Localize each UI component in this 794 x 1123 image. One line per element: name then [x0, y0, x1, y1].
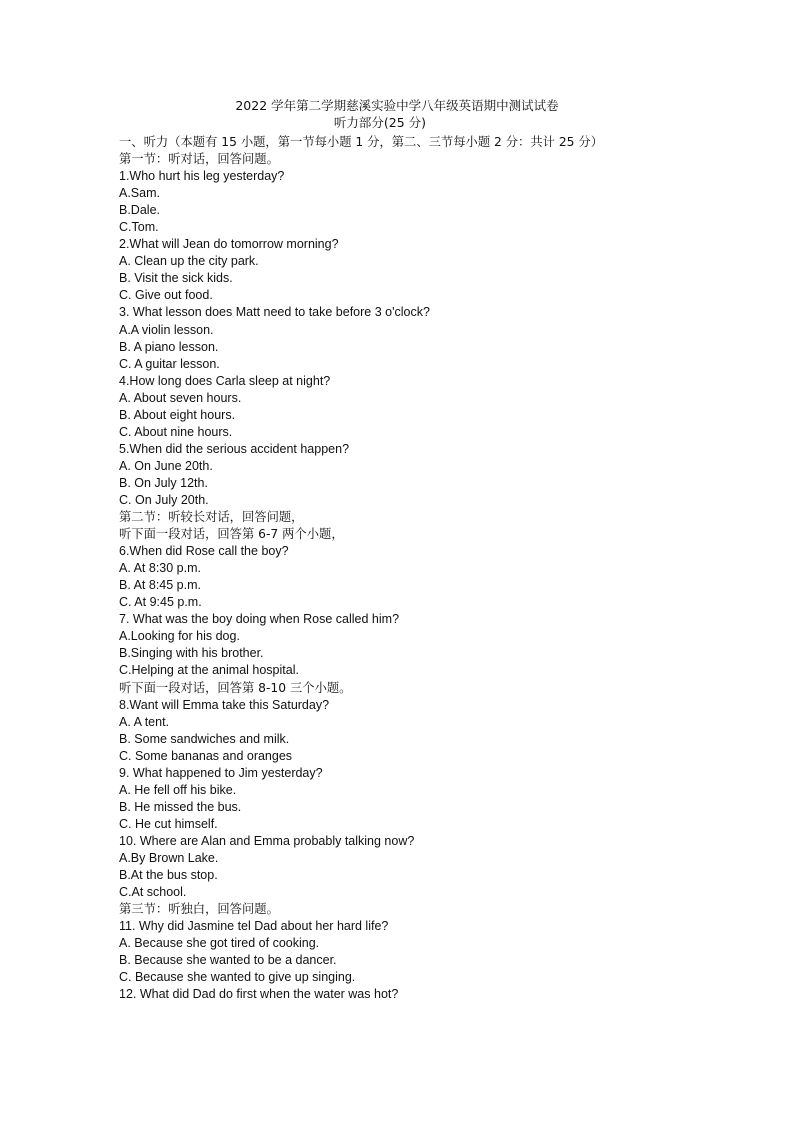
answer-option: B. A piano lesson. [119, 339, 219, 354]
answer-option: B. Because she wanted to be a dancer. [119, 953, 337, 968]
answer-option: B. On July 12th. [119, 475, 208, 490]
question-text: 3. What lesson does Matt need to take before 3 o'clock? [119, 305, 430, 320]
question-text: 12. What did Dad do first when the water was hot? [119, 987, 399, 1002]
question-text: 10. Where are Alan and Emma probably talking now? [119, 833, 415, 848]
answer-option: B. Some sandwiches and milk. [119, 731, 290, 746]
question-text: 1.Who hurt his leg yesterday? [119, 169, 285, 184]
answer-option: C. At 9:45 p.m. [119, 595, 202, 610]
answer-option: A. He fell off his bike. [119, 782, 237, 797]
answer-option: C.At school. [119, 885, 187, 900]
answer-option: B. Visit the sick kids. [119, 271, 233, 286]
section-instruction: 听下面一段对话，回答第 8-10 三个小题。 [119, 680, 352, 695]
answer-option: A.Sam. [119, 186, 160, 201]
answer-option: A. About seven hours. [119, 390, 242, 405]
question-text: 11. Why did Jasmine tel Dad about her hard life? [119, 919, 389, 934]
answer-option: A.By Brown Lake. [119, 850, 219, 865]
answer-option: C. He cut himself. [119, 816, 218, 831]
section-instruction: 一、听力（本题有 15 小题，第一节每小题 1 分，第二、三节每小题 2 分：共计 25 分） [119, 135, 604, 149]
question-text: 6.When did Rose call the boy? [119, 544, 289, 559]
answer-option: C. Give out food. [119, 288, 213, 303]
question-text: 7. What was the boy doing when Rose called him? [119, 612, 400, 627]
answer-option: A. Because she got tired of cooking. [119, 936, 320, 951]
question-text: 4.How long does Carla sleep at night? [119, 373, 331, 388]
answer-option: A. A tent. [119, 714, 170, 729]
question-text: 5.When did the serious accident happen? [119, 441, 350, 456]
answer-option: B.Singing with his brother. [119, 646, 264, 661]
answer-option: C.Helping at the animal hospital. [119, 663, 299, 678]
answer-option: B.At the bus stop. [119, 868, 218, 883]
answer-option: C. Because she wanted to give up singing. [119, 970, 356, 985]
answer-option: B. At 8:45 p.m. [119, 578, 201, 593]
answer-option: A.Looking for his dog. [119, 629, 240, 644]
answer-option: C. Some bananas and oranges [119, 748, 293, 763]
section-instruction: 听下面一段对话，回答第 6-7 两个小题， [119, 527, 344, 542]
answer-option: C.Tom. [119, 220, 159, 235]
exam-title: 2022 学年第二学期慈溪实验中学八年级英语期中测试试卷 [235, 98, 559, 113]
section-instruction: 第一节：听对话，回答问题。 [119, 152, 279, 167]
question-list [119, 134, 769, 1003]
question-text: 8.Want will Emma take this Saturday? [119, 697, 330, 712]
answer-option: B.Dale. [119, 203, 160, 218]
question-text: 2.What will Jean do tomorrow morning? [119, 237, 339, 252]
answer-option: B. He missed the bus. [119, 799, 242, 814]
answer-option: A. Clean up the city park. [119, 254, 259, 269]
answer-option: C. A guitar lesson. [119, 356, 220, 371]
section-instruction: 第二节：听较长对话，回答问题， [119, 510, 304, 525]
answer-option: C. On July 20th. [119, 492, 209, 507]
question-text: 9. What happened to Jim yesterday? [119, 765, 323, 780]
answer-option: A.A violin lesson. [119, 322, 214, 337]
section-subtitle: 听力部分(25 分) [333, 115, 427, 130]
answer-option: C. About nine hours. [119, 424, 233, 439]
answer-option: A. On June 20th. [119, 458, 213, 473]
section-instruction: 第三节：听独白，回答问题。 [119, 902, 279, 917]
answer-option: A. At 8:30 p.m. [119, 561, 201, 576]
answer-option: B. About eight hours. [119, 407, 236, 422]
